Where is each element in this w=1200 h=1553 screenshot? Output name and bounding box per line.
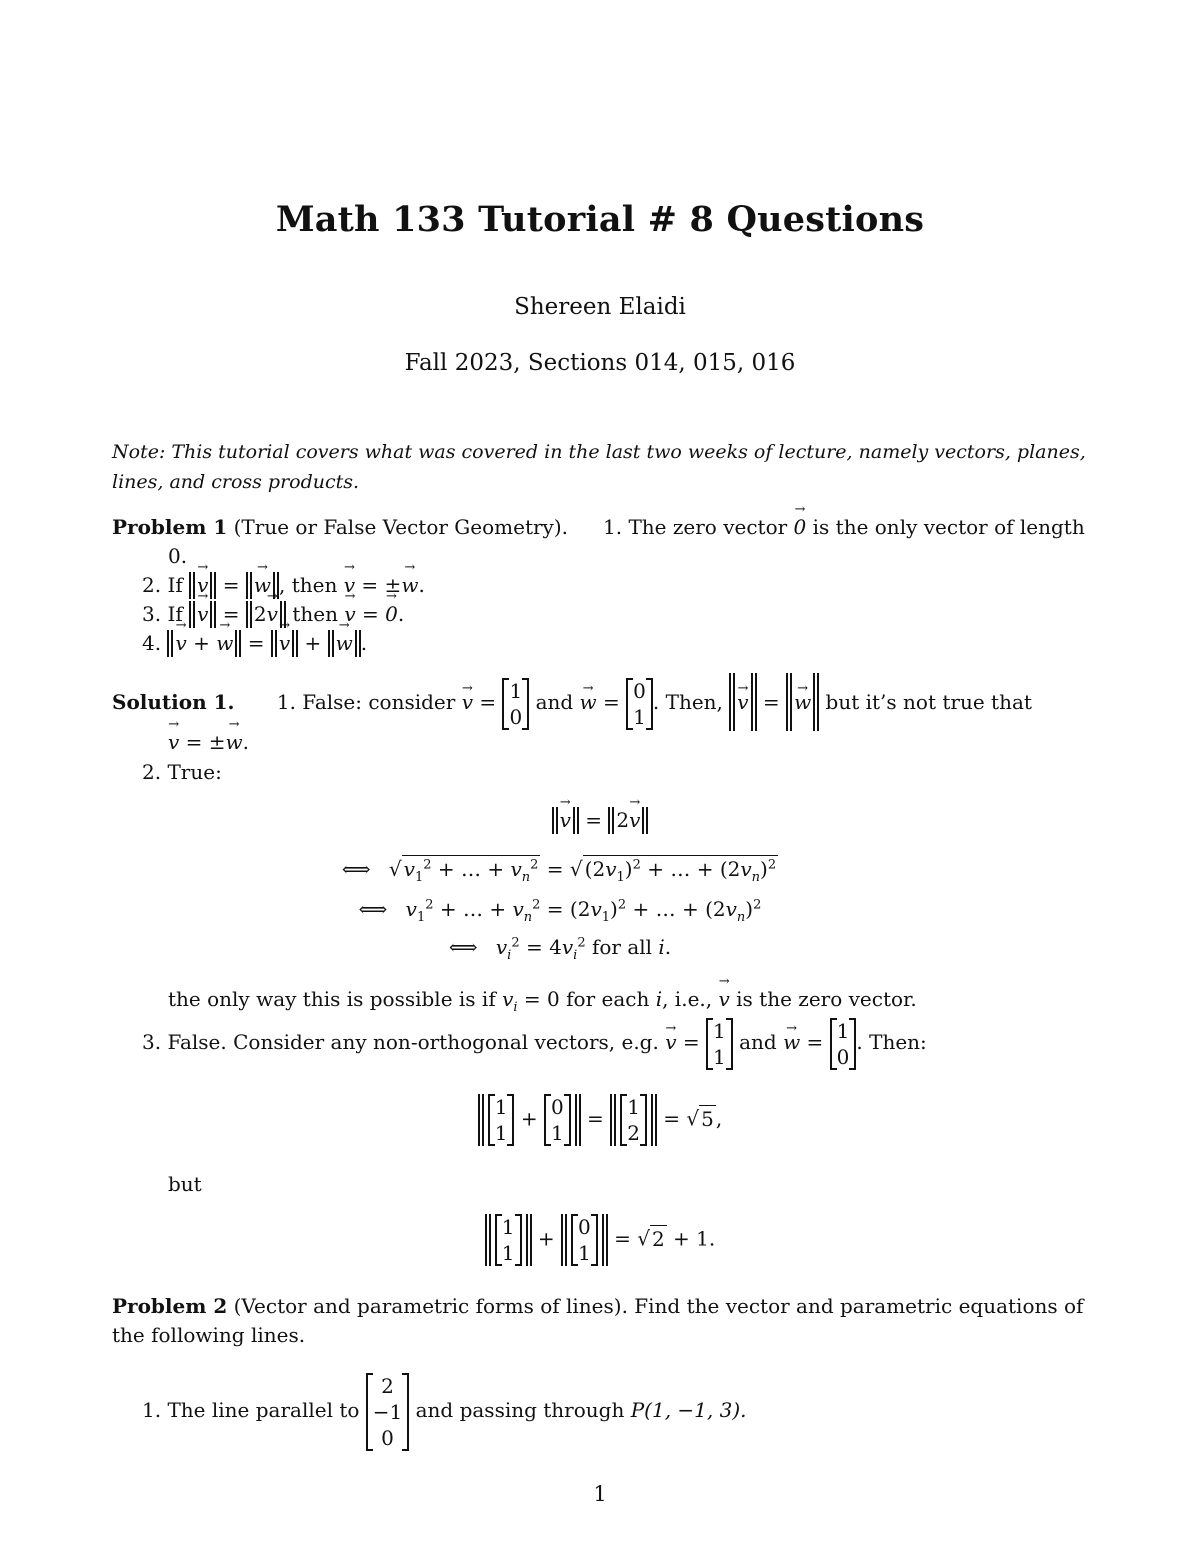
problem-1-heading bbox=[112, 514, 568, 541]
intro-note: Note: This tutorial covers what was covered in the last two weeks of lecture, namely vectors, planes, lines, and cross products. bbox=[112, 441, 1086, 493]
course-term: Fall 2023, Sections 014, 015, 016 bbox=[404, 350, 796, 376]
equation-3a: 1 1 + 0 1 = 1 2 = √ 5 , bbox=[0, 1094, 1200, 1146]
zero-vector: → 0 bbox=[794, 514, 807, 541]
matrix-v: 1 0 bbox=[502, 678, 529, 730]
problem-2-text-wrap: the following lines. bbox=[112, 1323, 306, 1347]
solution-1-label: Solution 1. bbox=[112, 690, 235, 714]
problem-1-label: Problem 1 bbox=[112, 515, 228, 539]
page-title: Math 133 Tutorial # 8 Questions bbox=[275, 199, 925, 240]
equation-3b: 1 1 + 0 1 = √ 2 + 1. bbox=[0, 1214, 1200, 1266]
equation-2c: ⟺ $v_1^2$ + … + $v_n^2 = (2v_1)^2$ + … + $(2v_n)^2$ bbox=[358, 897, 762, 925]
direction-vector: 2 −1 0 bbox=[366, 1373, 409, 1451]
problem-1-item-4: 4. → v + → w = → v + → w . bbox=[142, 630, 367, 657]
problem-2-label: Problem 2 bbox=[112, 1294, 228, 1318]
equation-2d: ⟺ $v_i^2 = 4v_i^2$ for all i. bbox=[448, 935, 672, 963]
problem-2-heading: Problem 2 (Vector and parametric forms of lines). Find the vector and parametric equations of bbox=[112, 1294, 1084, 1318]
solution-1-line-1: Solution 1. 1. False: consider → v = 1 0 and → w = 0 1 . Then, → v = → w but it’s not true that bbox=[112, 673, 1032, 731]
problem-1-item-1: 1. The zero vector → 0 is the only vector of length bbox=[603, 514, 1085, 541]
page-number: 1 bbox=[593, 1482, 607, 1506]
equation-2a: → v = 2→ v bbox=[0, 807, 1200, 834]
problem-1-item-2: 2. If → v = → w , then → v = ±→ w. bbox=[142, 572, 425, 599]
author-name: Shereen Elaidi bbox=[514, 294, 686, 320]
solution-1-item-3: 3. False. Consider any non-orthogonal vectors, e.g. → v = 1 1 and → w = 1 0 . Then: bbox=[142, 1013, 927, 1071]
but-text: but bbox=[168, 1172, 202, 1196]
equation-2b: ⟺ √ $v_1^2$ + … + $v_n^2$ = √ $(2v_1)^2$ + … + $(2v_n)^2$ bbox=[341, 857, 777, 885]
problem-1-item-1-wrap: 0. bbox=[168, 544, 188, 568]
solution-1-item-2-conclusion: the only way this is possible is if $v_i = 0$ for each i, i.e., → v is the zero vector. bbox=[168, 986, 917, 1017]
solution-1-item-2: 2. True: bbox=[142, 760, 222, 784]
problem-1-topic: (True or False Vector Geometry). bbox=[233, 515, 569, 539]
problem-1-item-3: 3. If → v = 2→ v then → v = → 0. bbox=[142, 601, 404, 628]
solution-1-line-1-wrap: → v = ±→ w. bbox=[168, 729, 249, 756]
problem-2-item-1: 1. The line parallel to 2 −1 0 and passing through P(1, −1, 3). bbox=[142, 1373, 747, 1450]
matrix-w: 0 1 bbox=[626, 678, 653, 730]
